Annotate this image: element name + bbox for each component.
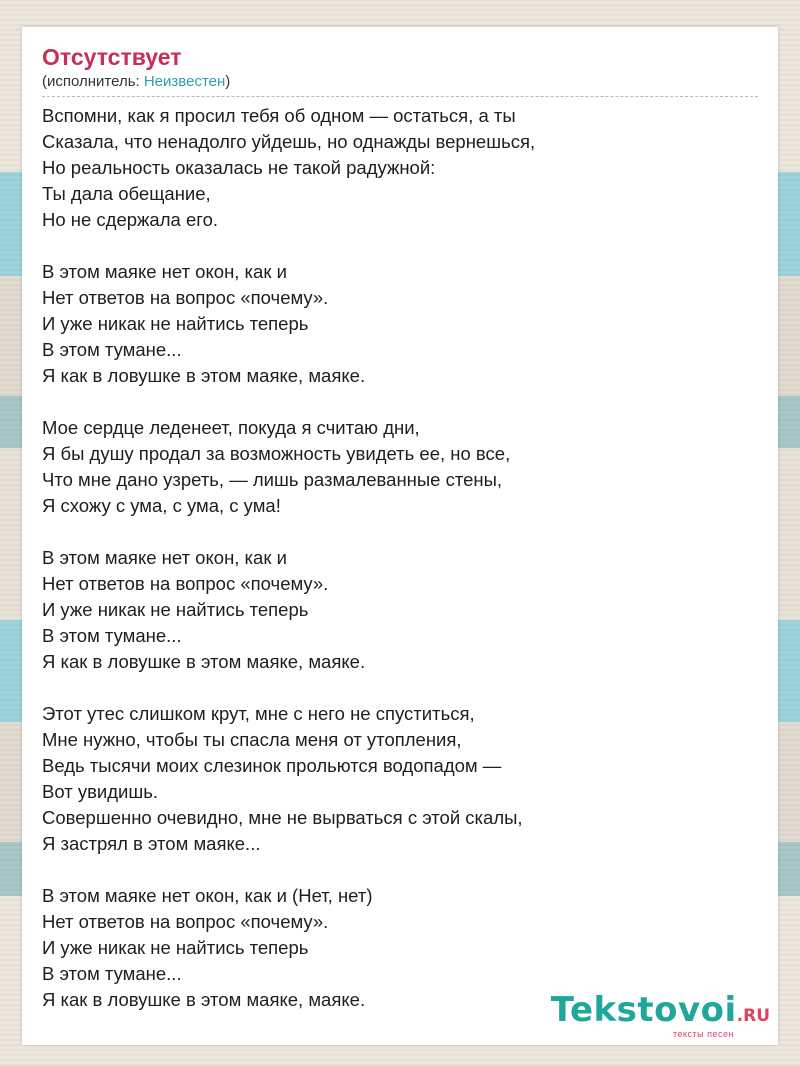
lyric-line: Я как в ловушке в этом маяке, маяке. — [42, 651, 366, 672]
lyric-line: В этом маяке нет окон, как и (Нет, нет) — [42, 885, 373, 906]
lyric-line: Я как в ловушке в этом маяке, маяке. — [42, 365, 366, 386]
lyric-line: В этом тумане... — [42, 963, 182, 984]
artist-suffix: ) — [225, 73, 231, 90]
stanza-gap — [42, 857, 758, 883]
lyric-line: Совершенно очевидно, мне не вырваться с этой скалы, — [42, 807, 523, 828]
logo-name: Tekstovoi — [550, 990, 737, 1030]
lyric-line: Что мне дано узреть, — лишь размалеванные стены, — [42, 469, 503, 490]
lyric-line: Но не сдержала его. — [42, 209, 219, 230]
lyrics-body — [42, 103, 758, 1013]
lyric-line: Вот увидишь. — [42, 781, 158, 802]
lyric-line: В этом маяке нет окон, как и — [42, 547, 287, 568]
logo-tagline: тексты песен — [672, 1029, 734, 1039]
stanza-gap — [42, 389, 758, 415]
lyric-line: Ведь тысячи моих слезинок прольются водопадом — — [42, 755, 502, 776]
lyric-line: И уже никак не найтись теперь — [42, 937, 309, 958]
logo-wordmark — [551, 992, 770, 1034]
lyric-line: В этом тумане... — [42, 339, 182, 360]
lyric-line: Я застрял в этом маяке... — [42, 833, 261, 854]
lyric-line: Я схожу с ума, с ума, с ума! — [42, 495, 281, 516]
lyric-line: Ты дала обещание, — [42, 183, 211, 204]
logo-tld: .RU — [736, 1006, 770, 1026]
lyric-line: Я как в ловушке в этом маяке, маяке. — [42, 989, 366, 1010]
song-header — [42, 43, 758, 97]
stanza-gap — [42, 233, 758, 259]
lyric-line: И уже никак не найтись теперь — [42, 599, 309, 620]
lyric-line: Нет ответов на вопрос «почему». — [42, 287, 329, 308]
lyric-line: Этот утес слишком крут, мне с него не спуститься, — [42, 703, 475, 724]
lyric-line: Сказала, что ненадолго уйдешь, но однажды вернешься, — [42, 131, 536, 152]
lyric-line: Мое сердце леденеет, покуда я считаю дни, — [42, 417, 420, 438]
artist-line — [42, 72, 758, 97]
lyric-line: И уже никак не найтись теперь — [42, 313, 309, 334]
stanza-gap — [42, 519, 758, 545]
artist-link[interactable]: Неизвестен — [143, 73, 226, 90]
lyric-line: Я бы душу продал за возможность увидеть ее, но все, — [42, 443, 511, 464]
lyric-line: Вспомни, как я просил тебя об одном — остаться, а ты — [42, 105, 516, 126]
lyrics-card — [22, 27, 778, 1045]
site-logo[interactable] — [551, 992, 770, 1039]
lyric-line: Нет ответов на вопрос «почему». — [42, 573, 329, 594]
lyric-line: Мне нужно, чтобы ты спасла меня от утопления, — [42, 729, 462, 750]
artist-prefix: (исполнитель: — [42, 73, 144, 90]
lyric-line: В этом маяке нет окон, как и — [42, 261, 287, 282]
lyric-line: В этом тумане... — [42, 625, 182, 646]
stanza-gap — [42, 675, 758, 701]
lyric-line: Нет ответов на вопрос «почему». — [42, 911, 329, 932]
lyric-line: Но реальность оказалась не такой радужной: — [42, 157, 436, 178]
song-title: Отсутствует — [42, 44, 182, 70]
